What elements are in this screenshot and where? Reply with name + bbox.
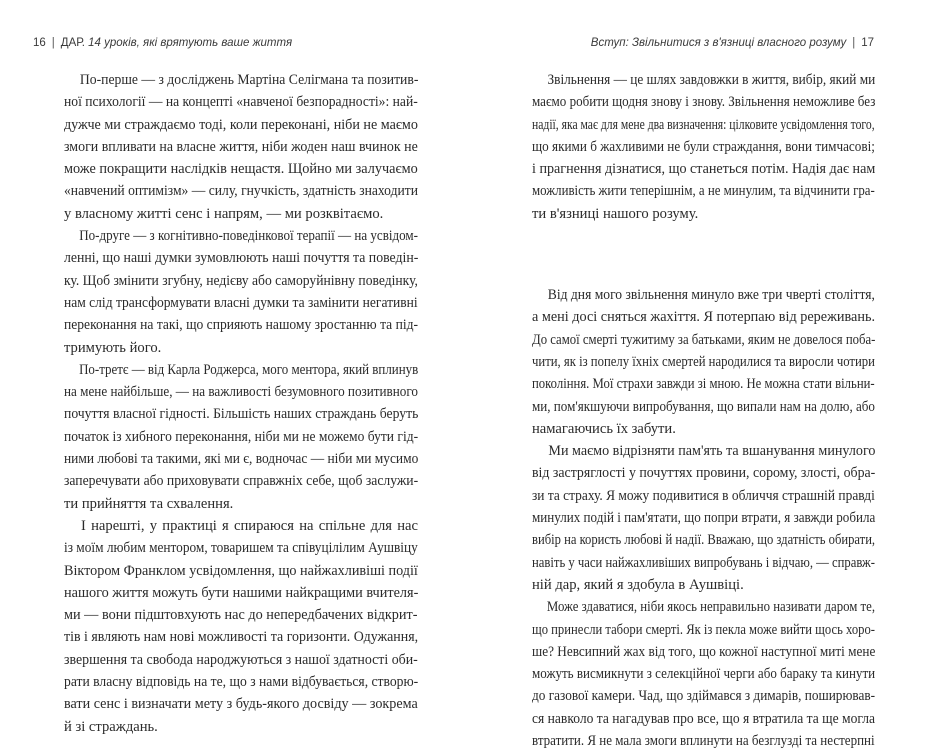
text-line: ку. Щоб змінити згубну, недієву або саморуйнівну поведінку, [64, 272, 418, 289]
text-line: ними любові та такими, які ми є, водночас — ніби ми мусимо [64, 451, 419, 468]
paragraph-fourth [64, 515, 418, 738]
text-line: минулих подій і пам'ятати, що попри втрати, я завжди робила [532, 510, 876, 527]
text-line: а мені досі сняться жахіття. Я потерпаю від ререживань. [532, 309, 876, 326]
text-line: у власному житті сенс і напрям, — ми розквітаємо. [64, 205, 384, 222]
text-line: звершення та свобода народжуються з нашої здатності оби- [64, 651, 418, 668]
text-line: ленні, що наші думки зумовлюють наші почуття та поведін- [64, 250, 419, 267]
text-line: ше? Невсипний жах від того, що кожної наступної миті мене [532, 643, 876, 660]
text-line: ти прийняття та схвалення. [64, 495, 234, 512]
text-line: І нарешті, у практиці я спираюся на спільне для нас [81, 517, 418, 534]
text-line: переконання на такі, що сприяють нашому зростанню та під- [64, 317, 419, 334]
text-line: із моїм любим ментором, товаришем та співуцілілим Аушвіцу [64, 540, 418, 557]
text-line: навіть у часи найжахливіших випробувань і відчаю, — справж- [532, 554, 875, 571]
text-line: до газової камери. Чад, що здіймався з димарів, поширював- [532, 688, 876, 705]
text-line: від застряглості у почуттях провини, сорому, злості, обра- [532, 465, 876, 482]
book-title-short: ДАР. [60, 37, 85, 49]
text-line: ми, пом'якшуючи випробування, що випали нам на долю, або [532, 398, 875, 415]
paragraph-second [532, 284, 875, 440]
text-line: По-друге — з когнітивно-поведінкової терапії — на усвідом- [79, 228, 418, 245]
text-line: тів і являють нам нові можливості та горизонти. Одужання, [64, 629, 419, 646]
left-page [0, 0, 467, 735]
text-line: маємо робити щодня знову і знову. Звільнення неможливе без [532, 94, 876, 111]
chapter-title: Вступ: Звільнитися з в'язниці власного розуму [590, 37, 847, 49]
text-line: нам слід трансформувати власні думки та замінити негативні [64, 294, 418, 311]
page-number: 16 [33, 37, 46, 49]
paragraph-first [64, 69, 418, 225]
running-head-separator: | [852, 37, 856, 49]
text-line: тримують його. [64, 339, 162, 356]
text-line: початок із хибного переконання, ніби ми не можемо бути гід- [64, 428, 419, 445]
text-line: рати власну відповідь на те, що з нами відбувається, створю- [64, 674, 419, 691]
text-line: нашого життя можуть бути нашими найкращими вчителя- [64, 584, 419, 601]
text-line: на мене найбільше, — на важливості безумовного позитивного [64, 384, 419, 401]
text-line: змоги впливати на власне життя, ніби жоден наш вчинок не [64, 138, 418, 155]
text-line: і прагнення дізнатися, що станеться потім. Надія дає нам [532, 161, 876, 178]
text-line: що якими б жахливими не були страждання, вони тимчасові; [532, 138, 875, 155]
text-line: можливість жити теперішнім, а не минулим, та відчинити гра- [532, 183, 875, 200]
text-line: може покращити наслідків нещастя. Щойно ми залучаємо [64, 161, 418, 178]
running-head-separator: | [51, 37, 55, 49]
text-line: чити, як із попелу їхніх смертей народилися та виросли чотири [532, 353, 875, 370]
text-line: ся навколо та нагадував про все, що я втратила та ще могла [532, 710, 876, 727]
paragraph-third [532, 440, 875, 596]
text-line: До самої смерті тужитиму за батьками, яким не довелося поба- [532, 331, 876, 348]
text-line: дужче ми страждаємо тоді, коли переконані, ніби не маємо [64, 116, 418, 133]
text-line: вати сенс і визначати мету з будь-якого досвіду — зокрема [64, 696, 418, 713]
paragraph-first [532, 69, 875, 225]
text-line: ми — вони підштовхують нас до непередбачених відкрит- [64, 607, 418, 624]
section-break [532, 225, 875, 284]
text-line: ній дар, який я здобула в Аушвіці. [532, 576, 744, 593]
text-line: Може здаватися, ніби якось неправильно називати даром те, [546, 599, 876, 616]
text-line: втратити. Я не мала змоги вплинути на безглузді та нестерпні [532, 733, 875, 750]
text-line: ної психології — на концепті «навченої безпорадності»: най- [64, 94, 418, 111]
text-line: й зі страждань. [64, 718, 158, 735]
text-line: покоління. Мої страхи завжди зі мною. Не можна стати вільни- [532, 376, 875, 393]
text-line: можуть висмикнути з селекційної черги або бараку та кинути [532, 666, 876, 683]
text-line: почуття власної гідності. Більшість наших страждань беруть [64, 406, 419, 423]
right-running-head [591, 37, 874, 49]
text-line: По-третє — від Карла Роджерса, мого ментора, який вплинув [79, 361, 419, 378]
paragraph-third [64, 359, 418, 515]
paragraph-second [64, 225, 418, 359]
page-number: 17 [861, 37, 874, 49]
right-page [467, 0, 934, 750]
paragraph-fourth [532, 596, 875, 752]
text-line: По-перше — з досліджень Мартіна Селігмана та позитив- [79, 72, 419, 88]
text-line: надії, яка має для мене два визначення: цілковите усвідомлення того, [532, 116, 875, 133]
text-line: Віктором Франклом усвідомлення, що найжахливіші події [64, 562, 418, 579]
book-subtitle: 14 уроків, які врятують ваше життя [88, 37, 293, 49]
text-line: Ми маємо відрізняти пам'ять та вшанування минулого [548, 443, 876, 460]
text-line: що принесли табори смерті. Як із пекла може вийти щось хоро- [532, 621, 875, 638]
text-line: зи та страху. Я можу подивитися в обличчя страшній правді [532, 487, 875, 504]
text-line: ти в'язниці нашого розуму. [532, 205, 699, 222]
text-line: Від дня мого звільнення минуло вже три чверті століття, [547, 287, 875, 304]
text-line: намагаючись їх забути. [532, 420, 676, 437]
right-body-text [532, 69, 875, 752]
text-line: вибір на користь любові й надії. Вважаю, що здатність обирати, [532, 532, 876, 549]
text-line: Звільнення — це шлях завдовжки в життя, вибір, який ми [547, 72, 876, 88]
left-body-text [64, 69, 418, 738]
text-line: «навчений оптимізм» — силу, гнучкість, здатність знаходити [64, 183, 419, 200]
text-line: заперечувати або приховувати справжніх себе, щоб заслужи- [64, 473, 419, 490]
left-running-head [33, 37, 292, 49]
